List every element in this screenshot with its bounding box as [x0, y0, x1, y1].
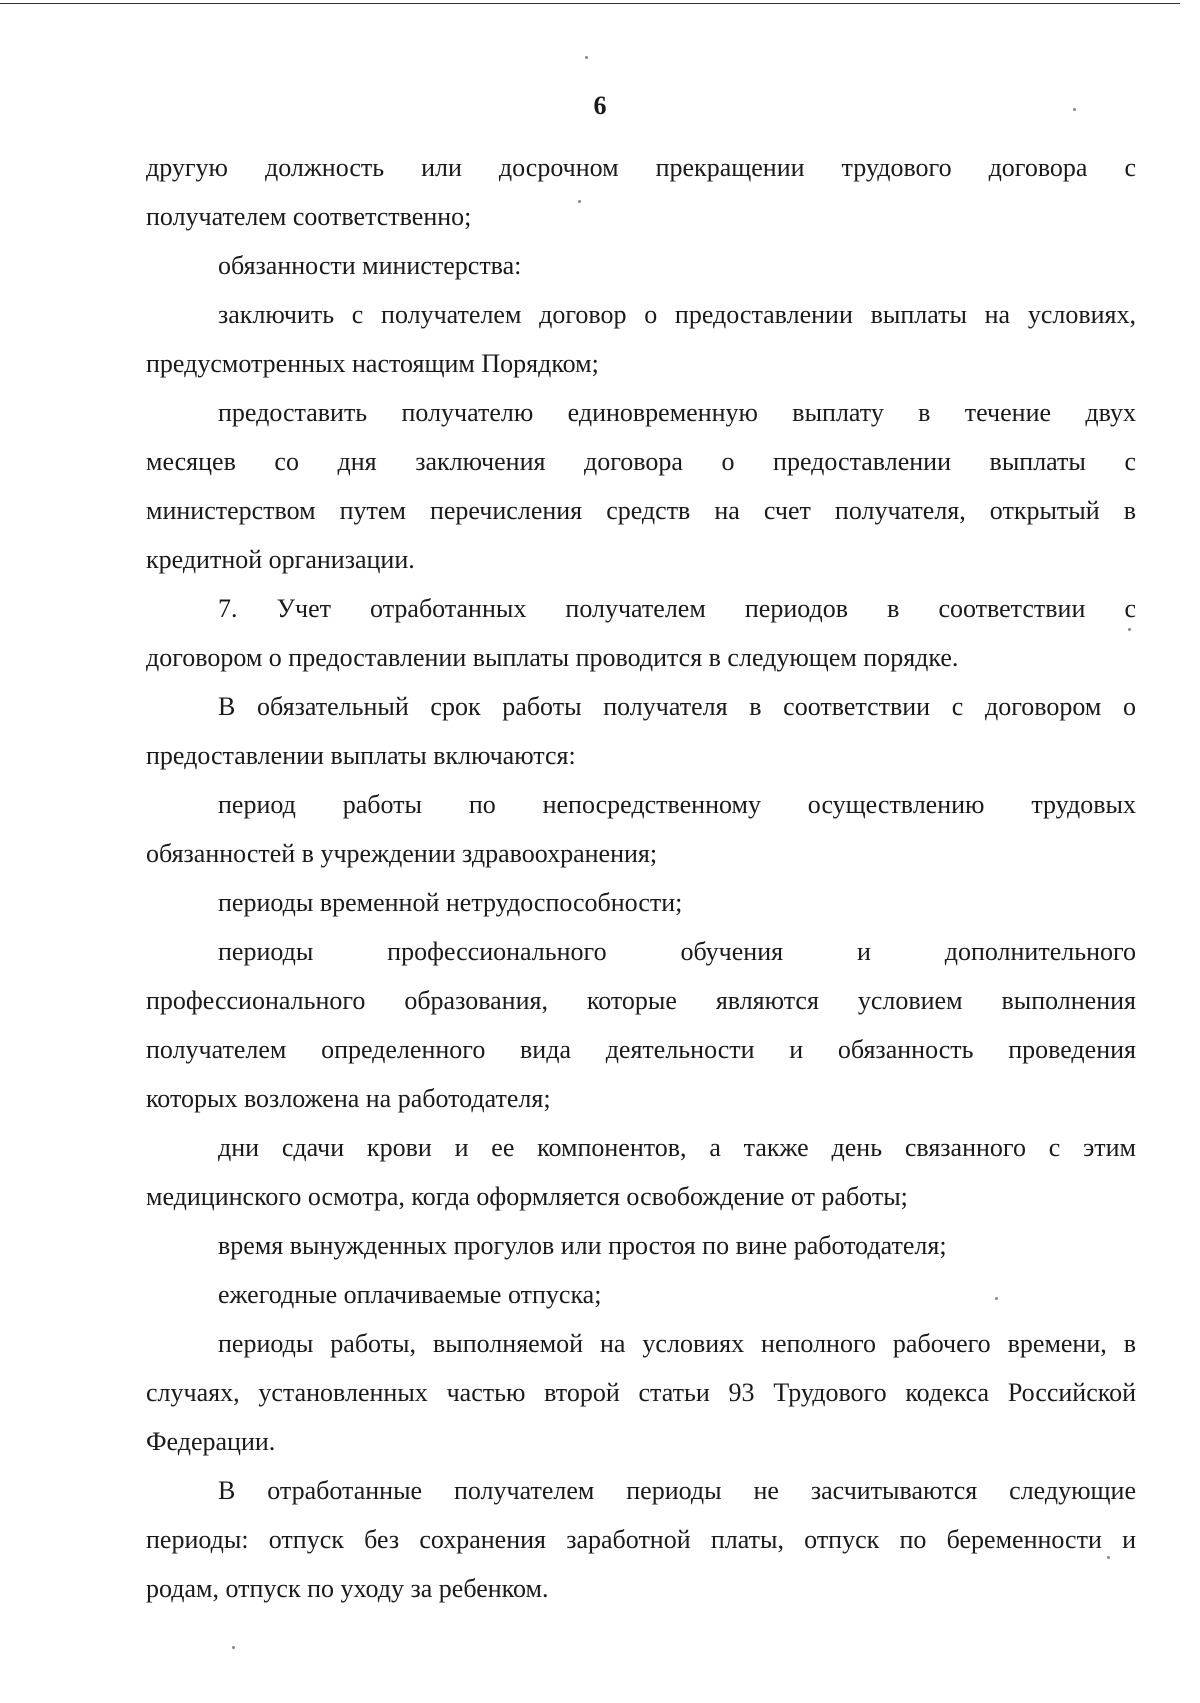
text-line: время вынужденных прогулов или простоя по вине работодателя;: [218, 1231, 947, 1260]
text-line: предоставить получателю единовременную выплату в течение двух: [218, 398, 1136, 427]
text-line: периоды профессионального обучения и дополнительного: [218, 937, 1136, 966]
text-line: обязанностей в учреждении здравоохранения;: [146, 839, 658, 868]
text-line: получателем соответственно;: [146, 202, 472, 231]
page-number: 6: [593, 91, 607, 120]
scan-speckle: [578, 200, 581, 203]
scan-top-edge-line: [0, 3, 1180, 4]
scan-speckle: [585, 56, 588, 59]
text-line: В обязательный срок работы получателя в соответствии с договором о: [218, 692, 1136, 721]
scan-speckle: [1128, 628, 1131, 631]
text-line: дни сдачи крови и ее компонентов, а также день связанного с этим: [218, 1133, 1136, 1162]
text-line: министерством путем перечисления средств на счет получателя, открытый в: [146, 496, 1136, 525]
text-line: которых возложена на работодателя;: [146, 1084, 551, 1113]
scan-speckle: [995, 1297, 998, 1300]
text-line: профессионального образования, которые являются условием выполнения: [146, 986, 1136, 1015]
text-line: договором о предоставлении выплаты проводится в следующем порядке.: [146, 643, 959, 672]
text-line: предусмотренных настоящим Порядком;: [146, 349, 599, 378]
text-line: периоды работы, выполняемой на условиях неполного рабочего времени, в: [218, 1329, 1136, 1358]
text-line: медицинского осмотра, когда оформляется освобождение от работы;: [146, 1182, 908, 1211]
text-line: случаях, установленных частью второй статьи 93 Трудового кодекса Российской: [146, 1378, 1136, 1407]
text-line: другую должность или досрочном прекращении трудового договора с: [146, 153, 1136, 182]
text-line: ежегодные оплачиваемые отпуска;: [218, 1280, 602, 1309]
text-line: месяцев со дня заключения договора о предоставлении выплаты с: [146, 447, 1136, 476]
scan-speckle: [232, 1646, 235, 1649]
scan-speckle: [1073, 108, 1076, 111]
text-line: кредитной организации.: [146, 545, 415, 574]
text-line: период работы по непосредственному осуществлению трудовых: [218, 790, 1136, 819]
text-line: Федерации.: [146, 1427, 276, 1456]
text-line: периоды временной нетрудоспособности;: [218, 888, 683, 917]
text-line: родам, отпуск по уходу за ребенком.: [146, 1574, 549, 1603]
scan-speckle: [1107, 1556, 1110, 1559]
text-line: получателем определенного вида деятельности и обязанность проведения: [146, 1035, 1136, 1064]
text-line: заключить с получателем договор о предоставлении выплаты на условиях,: [218, 300, 1136, 329]
text-line: 7. Учет отработанных получателем периодов в соответствии с: [218, 594, 1136, 623]
text-line: обязанности министерства:: [218, 251, 522, 280]
text-line: предоставлении выплаты включаются:: [146, 741, 576, 770]
text-line: В отработанные получателем периоды не засчитываются следующие: [218, 1476, 1136, 1505]
text-line: периоды: отпуск без сохранения заработной платы, отпуск по беременности и: [146, 1525, 1136, 1554]
